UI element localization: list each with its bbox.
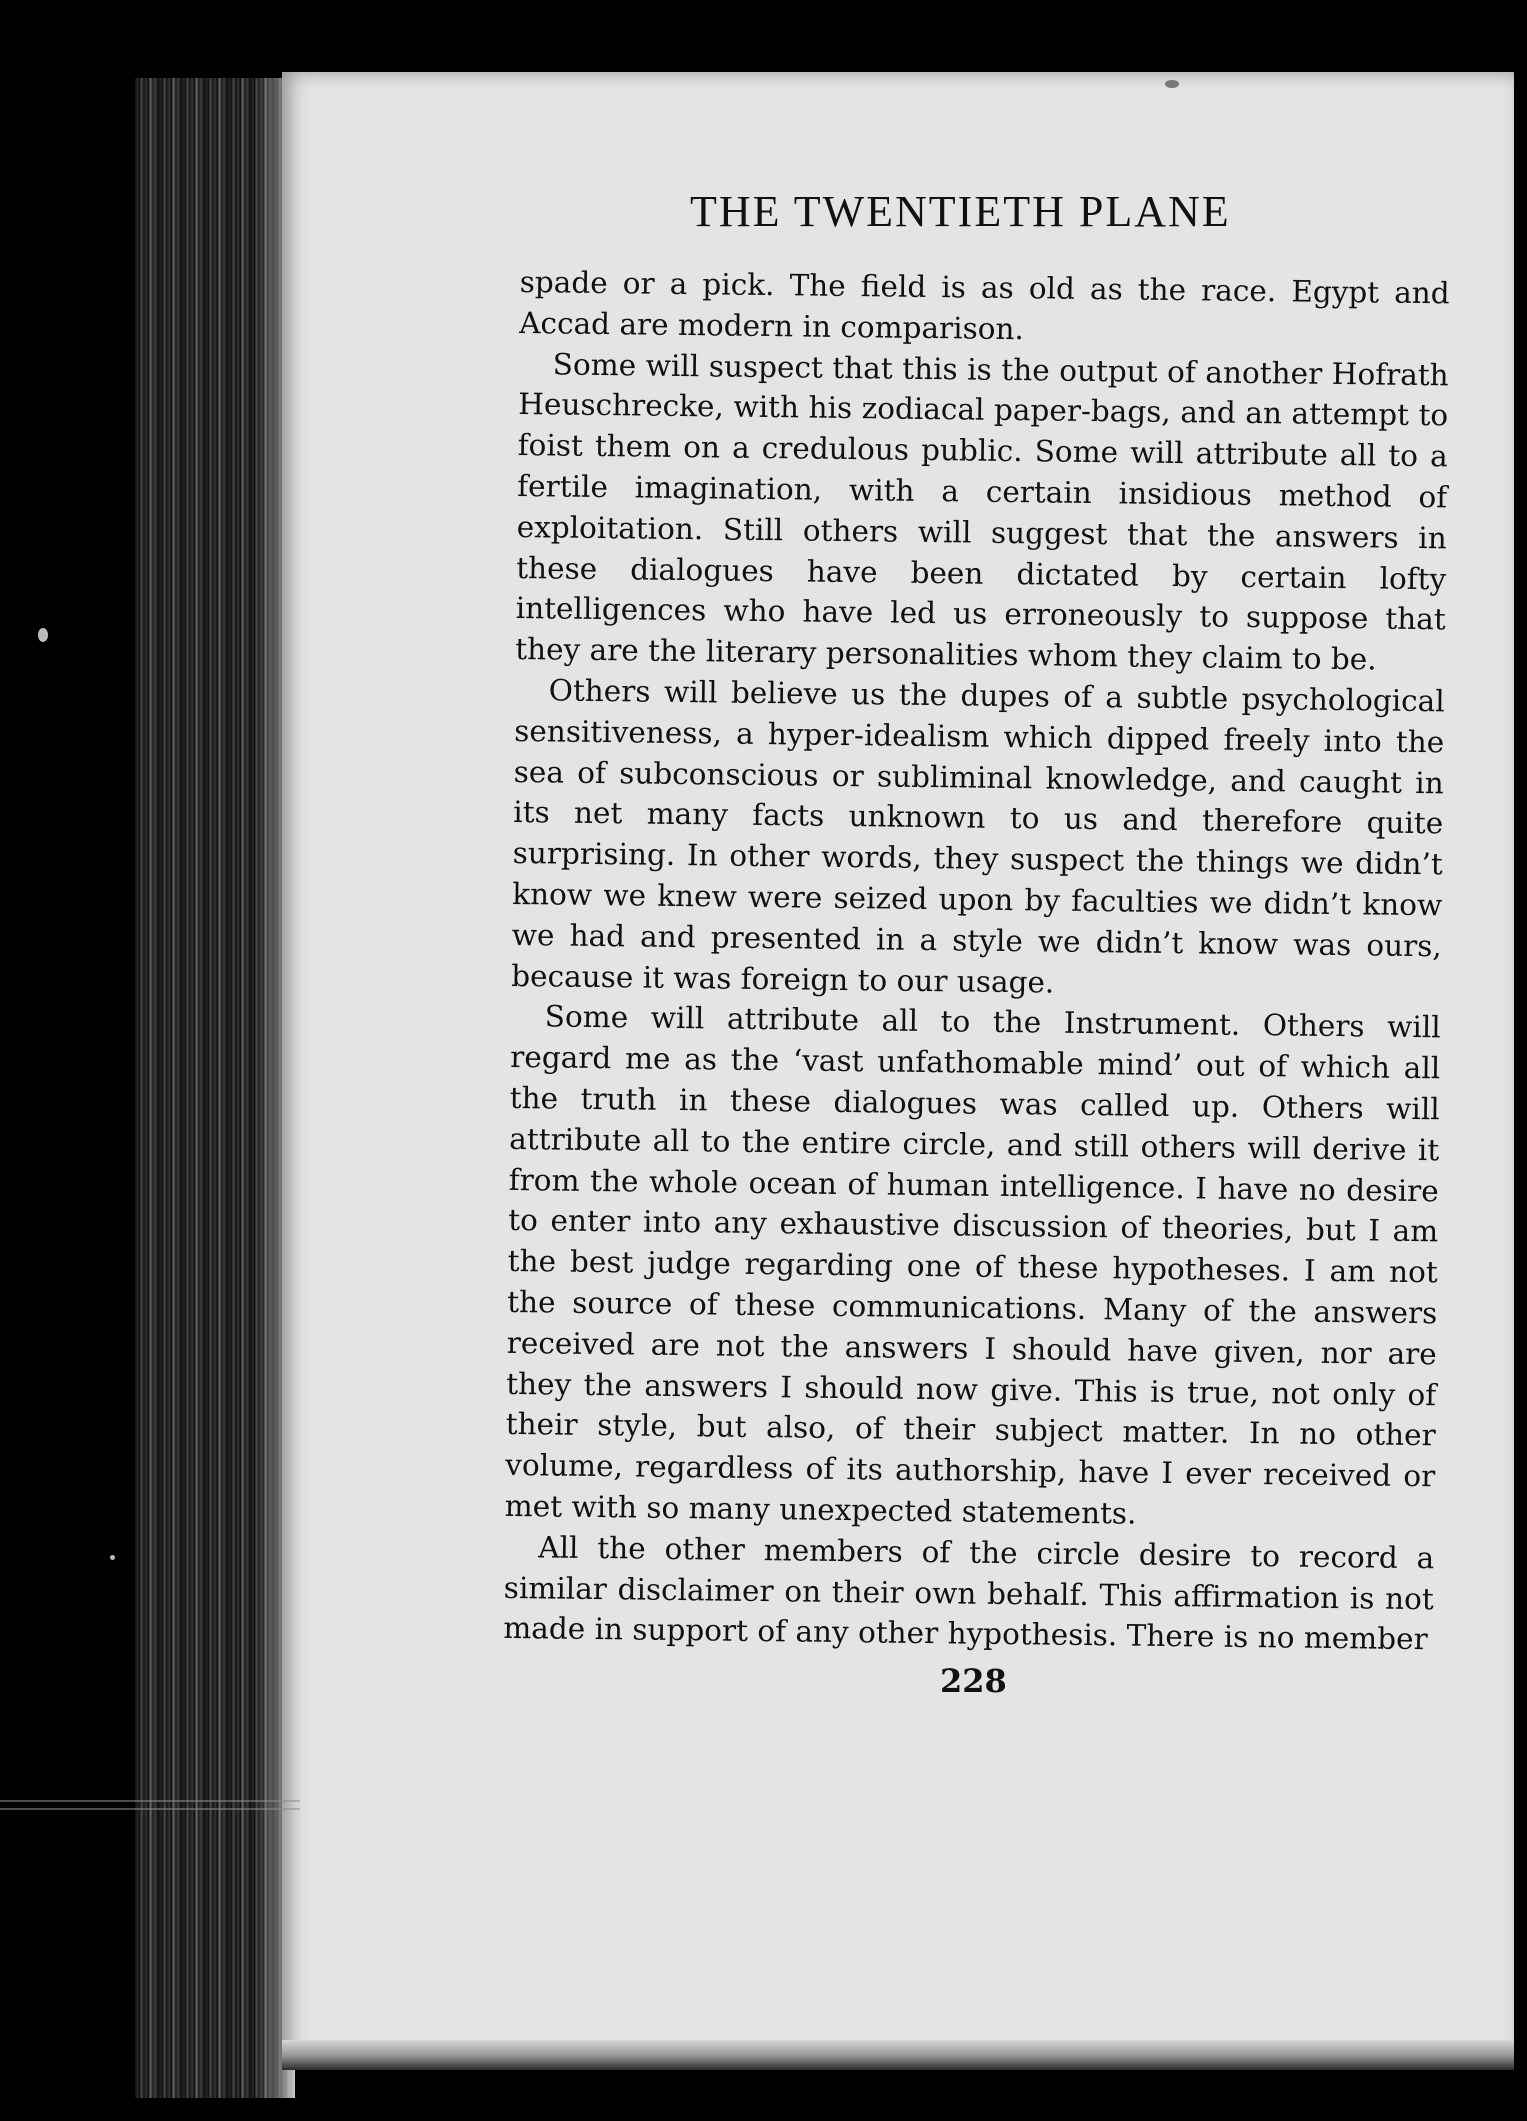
book-page-edges [135,78,295,2098]
dust-speck [38,628,48,642]
page-number: 228 [940,1662,1007,1700]
paragraph: Some will attribute all to the Instrument. Others will regard me as the ‘vast unfathomable mind’ out of which all the truth in these dialogues was called up. Others will attribute all to the entire circle, and still others will derive it from the whole ocean of human intelligence. I have no desire to enter into any exhaustive discussion of theories, but I am the best judge regarding one of these hypotheses. I am not the source of these communications. Many of the answers received are not the answers I should have given, nor are they the answers I should now give. This is true, not only of their style, but also, of their subject matter. In no other volume, regardless of its authorship, have I ever received or met with so many unexpected statements. [504,999,1441,1531]
page-bottom-edge [282,2040,1514,2070]
paragraph: All the other members of the circle desire to record a similar disclaimer on their own behalf. This affirmation is not made in support of any other hypothesis. There is no member [503,1530,1435,1657]
scan-artifact-line [0,1808,300,1810]
dust-speck [1165,80,1179,88]
paragraph: Some will suspect that this is the output of another Hofrath Heuschrecke, with his zodiacal paper-bags, and an attempt to foist them on a credulous public. Some will attribute all to a fertile imagination, with a certain insidious method of exploitation. Still others will suggest that the answers in these dialogues have been dictated by certain lofty intelligences who have led us erroneously to suppose that they are the literary personalities whom they claim to be. [515,347,1449,677]
paragraph: Others will believe us the dupes of a subtle psychological sensitiveness, a hyper-idealism which dipped freely into the sea of subconscious or subliminal knowledge, and caught in its net many facts unknown to us and therefore quite surprising. In other words, they suspect the things we didn’t know we knew were seized upon by faculties we didn’t know we had and presented in a style we didn’t know was ours, because it was foreign to our usage. [511,673,1445,1000]
running-head: THE TWENTIETH PLANE [690,187,1231,236]
scan-artifact-line [0,1800,300,1802]
paragraph: spade or a pick. The field is as old as the race. Egypt and Accad are modern in comparison. [519,264,1450,346]
dust-speck [110,1555,115,1560]
body-text [503,262,1450,1660]
